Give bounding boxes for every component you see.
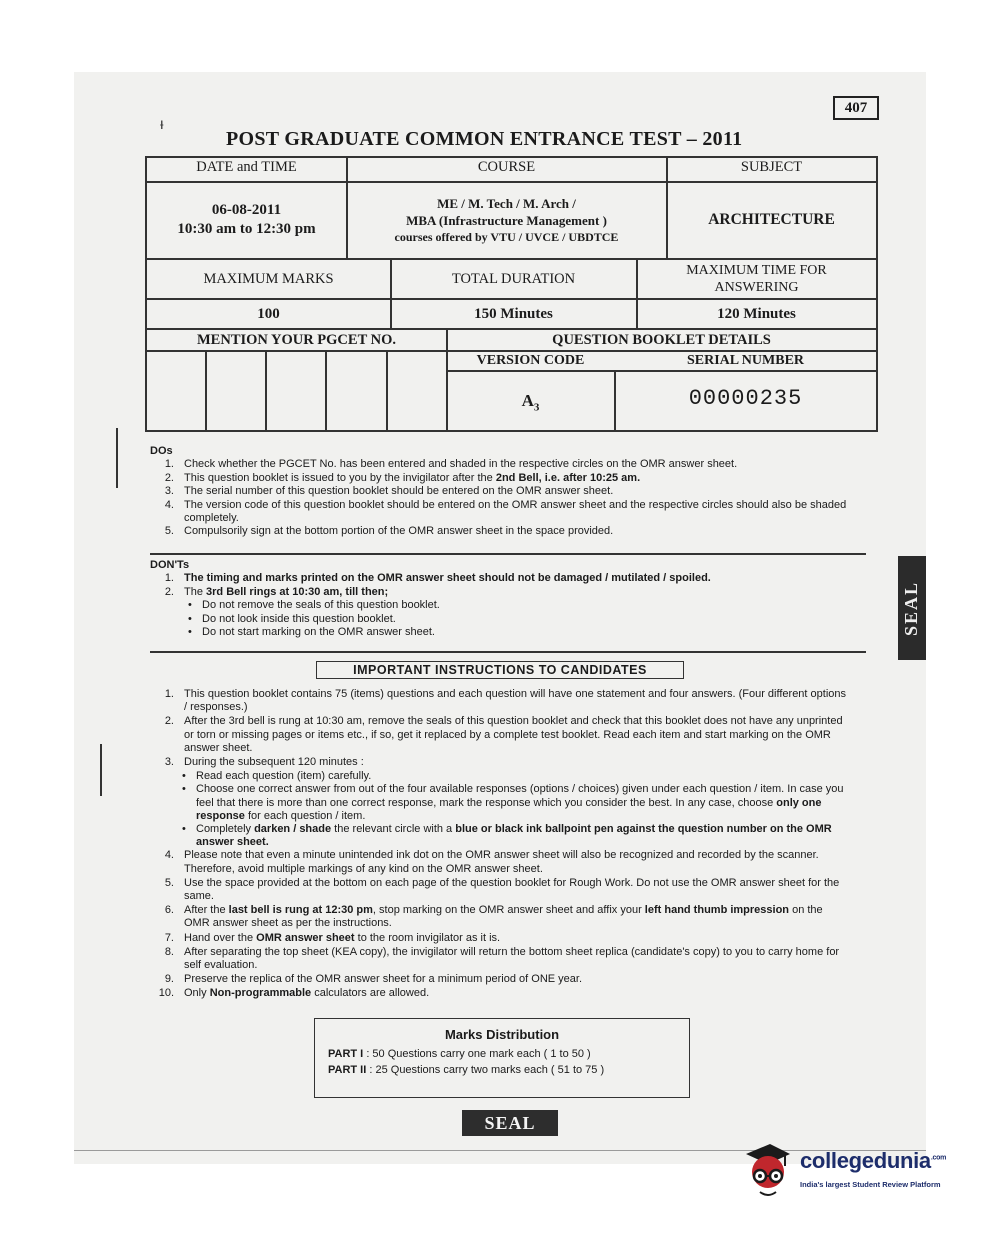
exam-date-time bbox=[147, 182, 346, 258]
bullet-text: Completely bbox=[196, 823, 255, 836]
item-text: Check whether the PGCET No. has been entered and shaded in the respective circles on the OMR answer sheet. bbox=[184, 458, 738, 471]
binding-mark bbox=[100, 744, 102, 796]
booklet-details-label: QUESTION BOOKLET DETAILS bbox=[552, 331, 771, 348]
item-text: Please note that even a minute unintended ink dot on the OMR answer sheet will also be recognized and recorded by the scanner. Therefore, avoid multiple markings of any kind on the OMR answer sheet. bbox=[184, 849, 819, 875]
brand-tagline: India's largest Student Review Platform bbox=[800, 1180, 941, 1189]
item-number: 1. bbox=[164, 572, 174, 585]
bullet-text-bold: darken / shade bbox=[254, 823, 332, 836]
exam-details-table bbox=[145, 156, 878, 432]
item-text-bold: 2nd Bell, i.e. after 10:25 am. bbox=[495, 471, 641, 484]
item-text: The version code of this question booklet should be entered on the OMR answer sheet and the respective circles should also be shaded completely. bbox=[184, 498, 847, 525]
instruction-bullet: • Choose one correct answer from out of the four available responses (options / choices) given under each question / item. In case you feel that there is more than one correct response, mark the response which you consider the best. In any case, choose only one response for each question / item. bbox=[182, 783, 844, 822]
marks-distribution-box bbox=[314, 1018, 690, 1098]
serial-number-value: 00000235 bbox=[688, 385, 803, 411]
item-text: During the subsequent 120 minutes : bbox=[184, 756, 364, 769]
max-marks-label: MAXIMUM MARKS bbox=[203, 270, 334, 287]
part-label: PART I bbox=[328, 1048, 364, 1060]
version-code-label: VERSION CODE bbox=[476, 352, 585, 368]
course-details bbox=[347, 182, 666, 258]
side-seal-text: SEAL bbox=[901, 580, 922, 636]
section-divider bbox=[150, 651, 866, 653]
item-number: 9. bbox=[164, 973, 174, 986]
course-line: ME / M. Tech / M. Arch / bbox=[437, 195, 576, 211]
instruction-item bbox=[150, 877, 850, 903]
item-number: 8. bbox=[164, 945, 174, 958]
donts-item bbox=[150, 586, 850, 599]
bullet-text: for each question / item. bbox=[244, 809, 366, 822]
item-text: The serial number of this question booklet should be entered on the OMR answer sheet. bbox=[184, 485, 614, 498]
brand-name bbox=[800, 1148, 946, 1174]
donts-item bbox=[150, 572, 850, 585]
instruction-item bbox=[150, 756, 850, 769]
item-text-bold: left hand thumb impression bbox=[644, 904, 790, 917]
item-number: 7. bbox=[164, 931, 174, 944]
item-text-bold: OMR answer sheet bbox=[256, 931, 355, 944]
subject-value: ARCHITECTURE bbox=[708, 211, 835, 228]
instruction-item bbox=[150, 987, 850, 1000]
item-number: 4. bbox=[164, 498, 174, 511]
item-number: 2. bbox=[164, 471, 174, 484]
bullet-text: Do not start marking on the OMR answer sheet. bbox=[202, 626, 435, 639]
item-text: Preserve the replica of the OMR answer sheet for a minimum period of ONE year. bbox=[184, 973, 582, 986]
course-line: MBA (Infrastructure Management ) bbox=[406, 212, 607, 228]
pgcet-digit-box[interactable] bbox=[386, 350, 388, 432]
instruction-item bbox=[150, 904, 850, 930]
donts-bullet: • Do not look inside this question booklet. bbox=[188, 612, 396, 625]
item-text: Use the space provided at the bottom on each page of the question booklet for Rough Work. Do not use the OMR answer sheet for the same. bbox=[184, 876, 840, 903]
bullet-text: Do not remove the seals of this question booklet. bbox=[202, 599, 440, 612]
item-text-bold: 3rd Bell rings at 10:30 am, till then; bbox=[206, 585, 389, 598]
item-text: to the room invigilator as it is. bbox=[354, 931, 501, 944]
total-duration-value: 150 Minutes bbox=[474, 305, 553, 322]
instruction-item bbox=[150, 973, 850, 986]
bullet-text: Read each question (item) carefully. bbox=[196, 770, 372, 783]
item-text: on the OMR answer sheet as per the instructions. bbox=[184, 904, 823, 930]
exam-date: 06-08-2011 bbox=[211, 202, 282, 218]
dos-section bbox=[150, 445, 850, 539]
part-text: : 25 Questions carry two marks each ( 51 to 75 ) bbox=[369, 1064, 605, 1076]
instruction-item bbox=[150, 715, 850, 755]
pgcet-digit-box[interactable] bbox=[265, 350, 267, 432]
instruction-item bbox=[150, 932, 850, 945]
instruction-item bbox=[150, 946, 850, 972]
course-line: courses offered by VTU / UVCE / UBDTCE bbox=[394, 229, 619, 244]
mascot-icon bbox=[738, 1142, 798, 1200]
item-text-bold: The timing and marks printed on the OMR answer sheet should not be damaged / mutilated / spoiled. bbox=[184, 572, 711, 585]
bottom-seal: SEAL bbox=[462, 1110, 558, 1136]
item-text: After the bbox=[184, 904, 229, 917]
item-text: This question booklet is issued to you by the invigilator after the bbox=[184, 471, 496, 484]
item-text: After the 3rd bell is rung at 10:30 am, remove the seals of this question booklet and check that this booklet does not have any unprinted or torn or missing pages or items etc., if so, get it replaced by a complete test booklet. Read each item and start marking on the OMR answer sheet. bbox=[184, 715, 843, 754]
donts-bullet: • Do not start marking on the OMR answer sheet. bbox=[188, 626, 435, 639]
exam-time: 10:30 am to 12:30 pm bbox=[177, 221, 316, 237]
instruction-bullet: • Read each question (item) carefully. bbox=[182, 770, 372, 783]
brand-tld: .com bbox=[930, 1154, 947, 1162]
part1-row bbox=[328, 1048, 591, 1060]
pgcet-digit-box[interactable] bbox=[205, 350, 207, 432]
bullet-text: Choose one correct answer from out of the four available responses (options / choices) given under each question / item. In case you feel that there is more than one correct response, mark the response which you consider the best. In any case, choose bbox=[196, 783, 844, 809]
item-number: 1. bbox=[164, 458, 174, 471]
item-text: Hand over the bbox=[184, 931, 257, 944]
section-divider bbox=[150, 553, 866, 555]
collegedunia-logo[interactable] bbox=[738, 1142, 978, 1200]
instruction-item bbox=[150, 688, 850, 714]
max-time-label-line: MAXIMUM TIME FOR bbox=[686, 263, 827, 278]
item-text: After separating the top sheet (KEA copy), the invigilator will return the bottom sheet replica (candidate's copy) to you to carry home for self evaluation. bbox=[184, 945, 840, 972]
binding-mark bbox=[116, 428, 118, 488]
part-label: PART II bbox=[328, 1064, 367, 1076]
version-code-value bbox=[447, 372, 614, 432]
part-text: : 50 Questions carry one mark each ( 1 to 50 ) bbox=[366, 1048, 591, 1060]
instructions-heading: IMPORTANT INSTRUCTIONS TO CANDIDATES bbox=[316, 661, 684, 679]
max-time-value: 120 Minutes bbox=[717, 305, 796, 322]
version-code-subscript: 3 bbox=[533, 401, 540, 414]
item-text: calculators are allowed. bbox=[311, 987, 430, 1000]
item-number: 1. bbox=[164, 688, 174, 700]
dos-heading: DOs bbox=[150, 445, 173, 457]
item-text: This question booklet contains 75 (items) questions and each question will have one statement and four answers. (Four different options / responses.) bbox=[184, 688, 847, 714]
part2-row bbox=[328, 1064, 604, 1076]
instructions-list bbox=[150, 688, 850, 1002]
corner-mark: ᵻ bbox=[160, 116, 164, 133]
item-text-bold: Non-programmable bbox=[209, 987, 312, 1000]
dos-item bbox=[150, 499, 850, 526]
pgcet-digit-box[interactable] bbox=[325, 350, 327, 432]
version-code-letter: A bbox=[521, 390, 534, 410]
serial-number-label: SERIAL NUMBER bbox=[686, 352, 805, 368]
dos-item bbox=[150, 472, 850, 485]
item-number: 5. bbox=[164, 525, 174, 538]
item-number: 2. bbox=[164, 715, 174, 728]
item-text: Compulsorily sign at the bottom portion of the OMR answer sheet in the space provided. bbox=[184, 525, 614, 538]
exam-title: POST GRADUATE COMMON ENTRANCE TEST – 2011 bbox=[226, 128, 743, 150]
instruction-item bbox=[150, 849, 850, 875]
item-number: 5. bbox=[164, 876, 174, 889]
date-time-label: DATE and TIME bbox=[196, 159, 297, 175]
page-number-box: 407 bbox=[833, 96, 879, 120]
bullet-text: Do not look inside this question booklet. bbox=[202, 612, 396, 625]
max-marks-value: 100 bbox=[257, 305, 280, 322]
item-text: Only bbox=[184, 987, 210, 1000]
instruction-bullet: • Completely darken / shade the relevant circle with a blue or black ink ballpoint pen against the question number on the OMR answer sheet. bbox=[182, 823, 832, 849]
course-label: COURSE bbox=[477, 159, 536, 175]
item-text: , stop marking on the OMR answer sheet and affix your bbox=[372, 904, 645, 917]
donts-bullet: • Do not remove the seals of this question booklet. bbox=[188, 599, 440, 612]
max-time-label-line: ANSWERING bbox=[714, 280, 799, 295]
dos-item bbox=[150, 485, 850, 498]
total-duration-label: TOTAL DURATION bbox=[451, 270, 576, 287]
dos-item bbox=[150, 458, 850, 471]
pgcet-label: MENTION YOUR PGCET NO. bbox=[197, 331, 396, 348]
item-text: The bbox=[184, 585, 207, 598]
bullet-text-bold: only one response bbox=[196, 796, 822, 822]
item-number: 2. bbox=[164, 585, 174, 598]
bullet-text: the relevant circle with a bbox=[331, 823, 456, 836]
bullet-text-bold: blue or black ink ballpoint pen against the question number on the OMR answer sheet. bbox=[196, 823, 832, 849]
item-number: 3. bbox=[164, 756, 174, 769]
item-text-bold: last bell is rung at 12:30 pm bbox=[228, 904, 373, 917]
item-number: 10. bbox=[158, 987, 174, 1000]
donts-section bbox=[150, 559, 850, 639]
donts-heading: DON'Ts bbox=[150, 559, 190, 571]
subject-label: SUBJECT bbox=[740, 159, 803, 175]
marks-distribution-heading: Marks Distribution bbox=[444, 1027, 560, 1042]
brand-wordmark: collegedunia bbox=[800, 1148, 931, 1173]
item-number: 3. bbox=[164, 485, 174, 498]
item-number: 4. bbox=[164, 849, 174, 862]
max-time-label bbox=[637, 260, 876, 298]
item-number: 6. bbox=[164, 904, 174, 917]
dos-item bbox=[150, 525, 850, 538]
side-seal bbox=[898, 556, 926, 660]
